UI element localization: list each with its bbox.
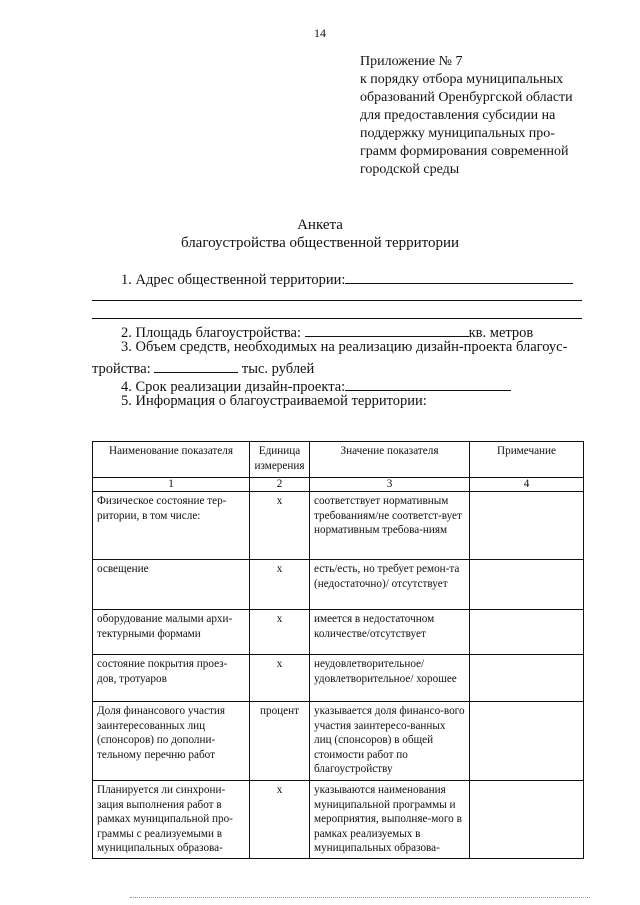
appendix-header [360,53,600,179]
header-cell: Наименование показателя [93,442,250,478]
header-cell: Единица измерения [250,442,310,478]
title-line-2: благоустройства общественной территории [180,235,460,251]
column-number: 1 [93,478,250,492]
indicator-unit: х [250,655,310,702]
appendix-line: городской среды [360,162,460,177]
funds-unit: тыс. рублей [241,361,315,377]
indicator-unit: х [250,492,310,560]
indicator-name: Планируется ли синхрони-зация выполнения работ в рамках муниципальной про-граммы с реализуемыми в муниципальных образова- [93,781,250,859]
page-number: 14 [314,26,326,40]
indicator-value: указывается доля финансо-вого участия заинтересо-ванных лиц (спонсоров) в общей стоимости работ по благоустройству [310,702,470,781]
area-unit: кв. метров [468,325,534,341]
funds-blank [154,357,238,373]
document-title [0,216,640,252]
indicator-value: неудовлетворительное/ удовлетворительное/ хорошее [310,655,470,702]
column-number: 2 [250,478,310,492]
title-line-1: Анкета [297,217,343,233]
appendix-line: Приложение № 7 [360,54,463,69]
appendix-line: для предоставления субсидии на [360,108,556,123]
indicator-unit: х [250,610,310,655]
form-item-address [121,268,573,289]
indicator-note [470,655,584,702]
table-header-row [93,442,584,478]
indicator-note [470,610,584,655]
appendix-line: к порядку отбора муниципальных [360,72,564,87]
term-label: 4. Срок реализации дизайн-проекта: [121,379,346,395]
indicator-value: указываются наименования муниципальной программы и мероприятия, выполняе-мого в рамках реализуемых в муниципальных образова- [310,781,470,859]
table-row [93,781,584,859]
indicator-name: Доля финансового участия заинтересованных лиц (спонсоров) по дополни-тельному перечню работ [93,702,250,781]
form-item-info [121,393,427,410]
area-blank [305,321,469,337]
table-row [93,610,584,655]
address-label: 1. Адрес общественной территории: [121,272,346,288]
appendix-line: образований Оренбургской области [360,90,573,105]
appendix-line: грамм формирования современной [360,144,569,159]
indicator-value: имеется в недостаточном количестве/отсутствует [310,610,470,655]
table-row [93,492,584,560]
indicator-unit: х [250,781,310,859]
header-cell: Примечание [470,442,584,478]
indicator-note [470,492,584,560]
column-number: 4 [470,478,584,492]
indicator-name: Физическое состояние тер-ритории, в том числе: [93,492,250,560]
indicator-name: освещение [93,560,250,610]
address-blank-line-2 [92,300,582,301]
funds-label: 3. Объем средств, необходимых на реализацию дизайн-проекта благоус- [121,339,568,355]
indicator-name: оборудование малыми архи-тектурными формами [93,610,250,655]
appendix-line: поддержку муниципальных про- [360,126,555,141]
table-row [93,655,584,702]
indicator-note [470,781,584,859]
indicator-note [470,702,584,781]
column-number: 3 [310,478,470,492]
footer-scan-artifact [130,897,590,898]
header-cell: Значение показателя [310,442,470,478]
form-item-funds [121,339,567,356]
column-number-row [93,478,584,492]
address-blank [345,268,573,284]
info-label: 5. Информация о благоустраиваемой территории: [121,393,427,409]
indicator-value: соответствует нормативным требованиям/не соответст-вует нормативным требова-ниям [310,492,470,560]
table-row [93,560,584,610]
indicator-name: состояние покрытия проез-дов, тротуаров [93,655,250,702]
indicators-table [92,441,584,859]
indicator-unit: х [250,560,310,610]
funds-label-cont: тройства: [92,361,151,377]
term-blank [345,375,511,391]
indicator-unit: процент [250,702,310,781]
table-row [93,702,584,781]
address-blank-line-3 [92,318,582,319]
indicator-note [470,560,584,610]
area-label: 2. Площадь благоустройства: [121,325,301,341]
indicator-value: есть/есть, но требует ремон-та (недостаточно)/ отсутствует [310,560,470,610]
